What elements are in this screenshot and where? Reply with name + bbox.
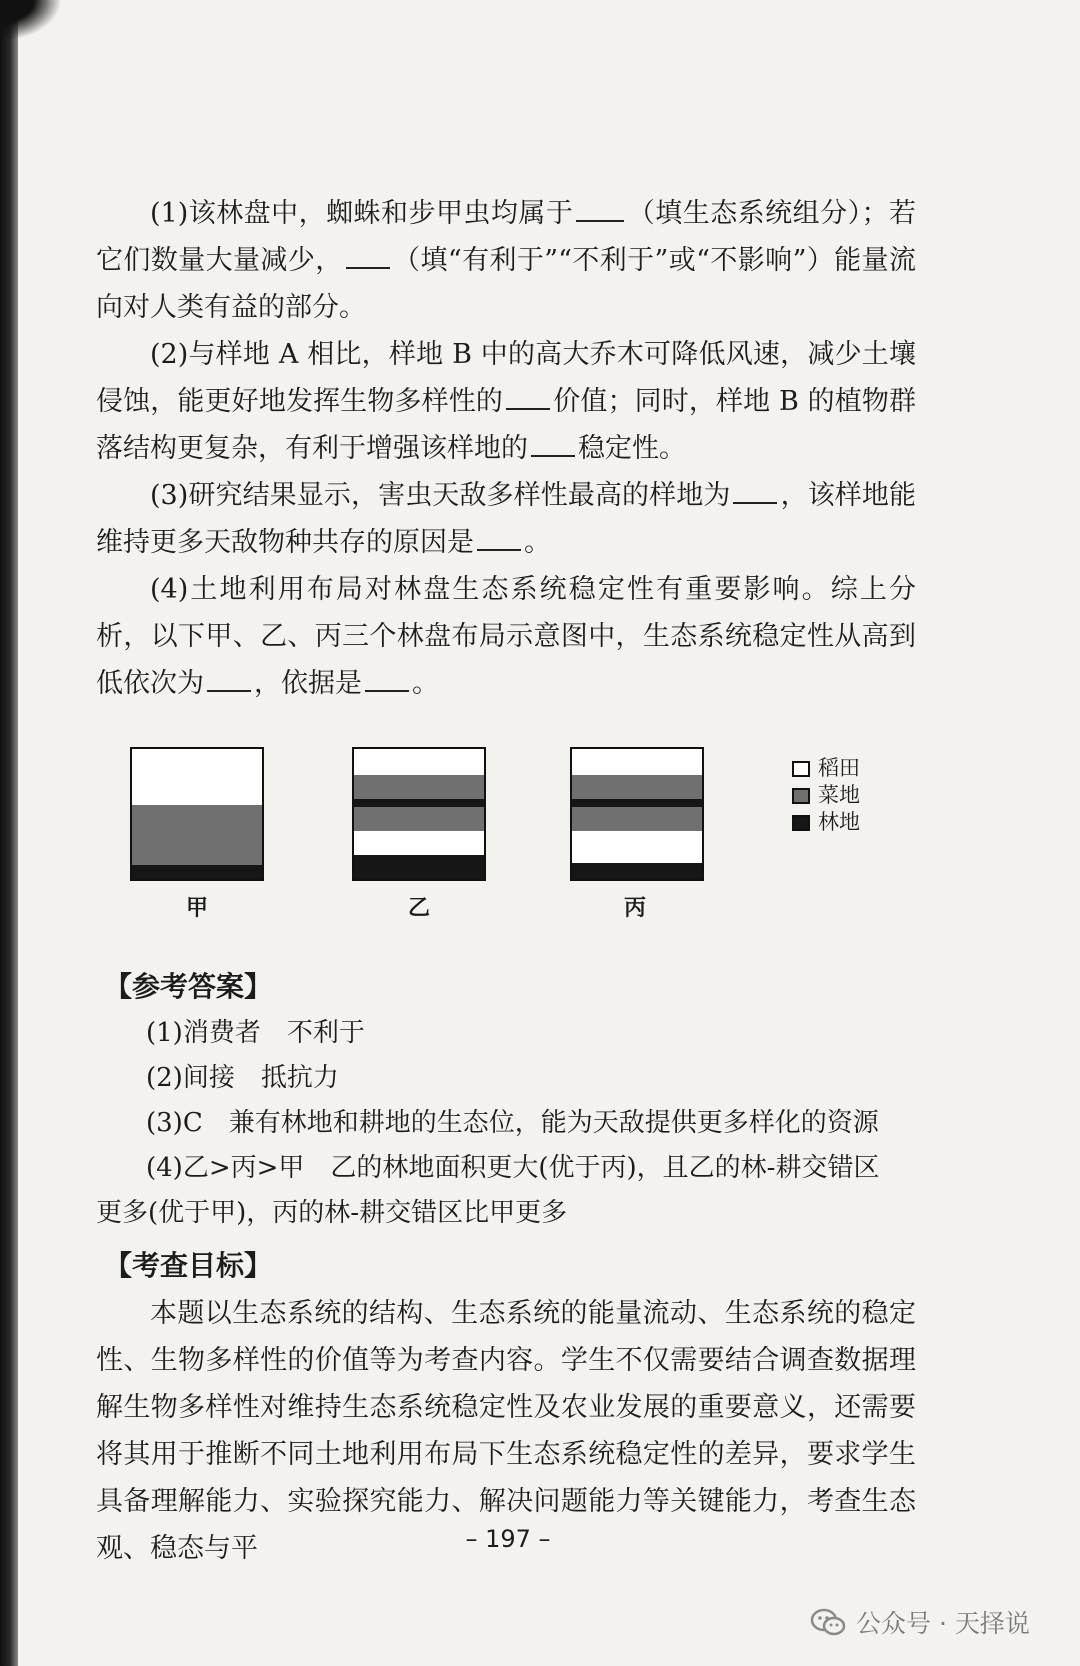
question-3: (3)研究结果显示，害虫天敌多样性最高的样地为 ，该样地能维持更多天敌物种共存的原因是 。 — [96, 480, 917, 558]
vegetable-field-band — [354, 807, 484, 831]
vegetable-swatch-icon — [792, 788, 810, 804]
forest-swatch-icon — [792, 815, 810, 831]
question-number: (4) — [150, 574, 189, 605]
answer-blank — [733, 478, 777, 504]
figure-label-jia: 甲 — [186, 896, 209, 921]
vegetable-field-band — [572, 775, 702, 799]
goal-text: 本题以生态系统的结构、生态系统的能量流动、生态系统的稳定性、生物多样性的价值等为考查内容。学生不仅需要结合调查数据理解生物多样性对维持生态系统稳定性及农业发展的重要意义，还需要将其用于推断不同土地利用布局下生态系统稳定性的差异，要求学生具备理解能力、实验探究能力、解决问题能力等关键能力，考查生态观、稳态与平 — [96, 1298, 916, 1564]
legend-item-paddy: 稻田 — [792, 755, 860, 782]
layout-figure — [96, 719, 916, 959]
forest-band — [572, 863, 702, 879]
vegetable-field-band — [354, 775, 484, 799]
question-number: (3) — [150, 480, 189, 511]
figure-label-bing: 丙 — [624, 896, 647, 921]
answer-2: (2)间接 抵抗力 — [146, 1063, 339, 1093]
layout-bing-diagram — [570, 747, 704, 881]
layout-yi-diagram — [352, 747, 486, 881]
question-number: (2) — [150, 339, 189, 370]
answer-blank — [506, 384, 550, 410]
answer-blank — [365, 666, 409, 692]
question-2: (2)与样地 A 相比，样地 B 中的高大乔木可降低风速，减少土壤侵蚀，能更好地发挥生物多样性的 价值；同时，样地 B 的植物群落结构更复杂，有利于增强该样地的 稳定性。 — [96, 339, 916, 464]
answer-blank — [346, 243, 390, 269]
page-corner-shadow — [0, 0, 60, 40]
answer-4: (4)乙>丙>甲 乙的林地面积更大(优于丙)，且乙的林-耕交错区 — [146, 1153, 880, 1183]
legend-item-vegetable: 菜地 — [792, 782, 860, 809]
answer-1: (1)消费者 不利于 — [146, 1018, 365, 1048]
wechat-icon — [810, 1607, 846, 1637]
paddy-field-band — [354, 831, 484, 855]
book-binding-edge — [0, 0, 18, 1666]
answer-3: (3)C 兼有林地和耕地的生态位，能为天敌提供更多样化的资源 — [146, 1108, 879, 1138]
figure-legend — [792, 755, 860, 836]
page-number: – 197 – — [465, 1525, 551, 1553]
goal-heading: 【考查目标】 — [104, 1249, 273, 1282]
paddy-field-band — [572, 831, 702, 863]
watermark — [810, 1604, 1030, 1640]
question-4: (4)土地利用布局对林盘生态系统稳定性有重要影响。综上分析，以下甲、乙、丙三个林盘布局示意图中，生态系统稳定性从高到低依次为 ，依据是 。 — [96, 574, 916, 699]
answer-blank — [477, 525, 521, 551]
paddy-field-band — [132, 749, 262, 805]
question-1: (1)该林盘中，蜘蛛和步甲虫均属于 （填生态系统组分）；若它们数量大量减少， （填“有利于”“不利于”或“不影响”）能量流向对人类有益的部分。 — [96, 198, 917, 323]
figure-label-yi: 乙 — [408, 896, 431, 921]
watermark-text: 公众号 · 天择说 — [856, 1609, 1030, 1638]
legend-item-forest: 林地 — [792, 809, 860, 836]
question-number: (1) — [150, 198, 189, 229]
answer-blank — [207, 666, 251, 692]
page-body — [96, 190, 916, 1572]
answer-4-continued: 更多(优于甲)，丙的林-耕交错区比甲更多 — [96, 1198, 568, 1228]
vegetable-field-band — [132, 805, 262, 865]
answer-heading: 【参考答案】 — [104, 970, 273, 1003]
answer-blank — [531, 431, 575, 457]
vegetable-field-band — [572, 807, 702, 831]
layout-jia-diagram — [130, 747, 264, 881]
forest-band — [354, 855, 484, 879]
paddy-field-band — [572, 749, 702, 775]
paddy-swatch-icon — [792, 761, 810, 777]
forest-band — [572, 799, 702, 807]
forest-band — [354, 799, 484, 807]
answer-blank — [576, 196, 624, 222]
forest-band — [132, 865, 262, 879]
paddy-field-band — [354, 749, 484, 775]
